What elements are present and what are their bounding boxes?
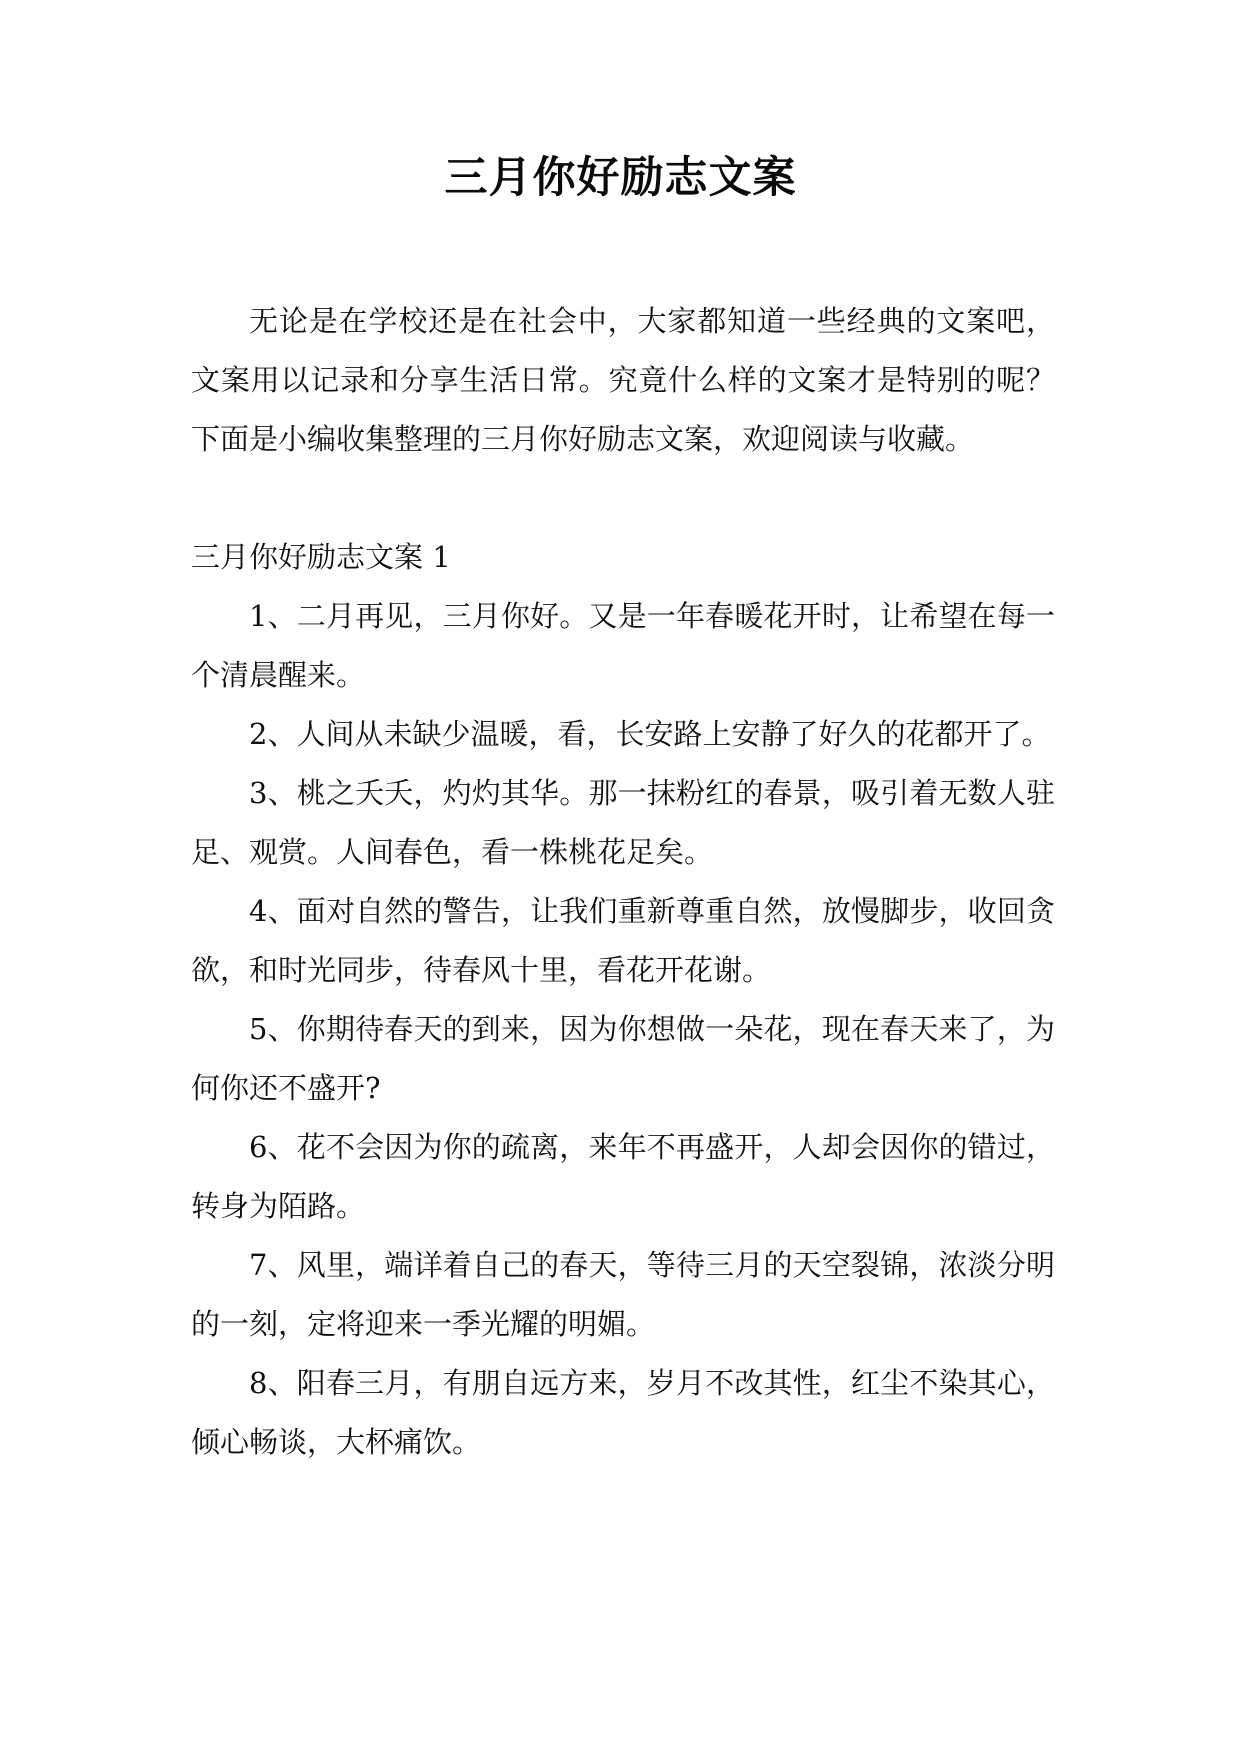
document-body	[191, 292, 1055, 1472]
list-item: 6、花不会因为你的疏离，来年不再盛开，人却会因你的错过，转身为陌路。	[191, 1130, 1055, 1223]
list-item: 3、桃之夭夭，灼灼其华。那一抹粉红的春景，吸引着无数人驻足、观赏。人间春色，看一株桃花足矣。	[191, 776, 1055, 869]
list-item: 8、阳春三月，有朋自远方来，岁月不改其性，红尘不染其心，倾心畅谈，大杯痛饮。	[191, 1366, 1055, 1459]
list-item: 7、风里，端详着自己的春天，等待三月的天空裂锦，浓淡分明的一刻，定将迎来一季光耀的明媚。	[191, 1248, 1055, 1341]
list-item: 4、面对自然的警告，让我们重新尊重自然，放慢脚步，收回贪欲，和时光同步，待春风十里，看花开花谢。	[191, 894, 1055, 987]
list-item: 1、二月再见，三月你好。又是一年春暖花开时，让希望在每一个清晨醒来。	[191, 599, 1055, 692]
section-heading: 三月你好励志文案 1	[191, 540, 451, 574]
list-item: 2、人间从未缺少温暖，看，长安路上安静了好久的花都开了。	[249, 717, 1051, 751]
list-item: 5、你期待春天的到来，因为你想做一朵花，现在春天来了，为何你还不盛开?	[191, 1012, 1055, 1105]
document-title: 三月你好励志文案	[444, 153, 797, 203]
intro-paragraph: 无论是在学校还是在社会中，大家都知道一些经典的文案吧，文案用以记录和分享生活日常。究竟什么样的文案才是特别的呢？下面是小编收集整理的三月你好励志文案，欢迎阅读与收藏。	[191, 304, 1055, 456]
